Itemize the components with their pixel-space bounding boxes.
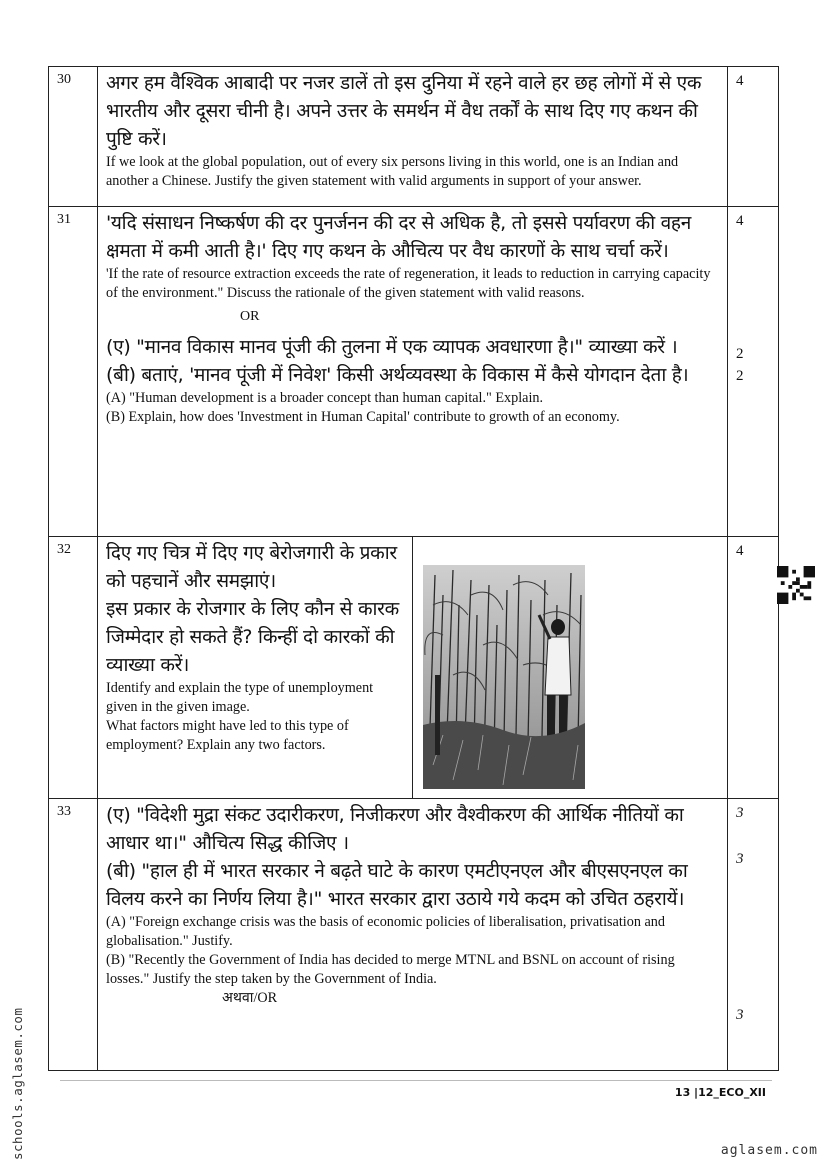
side-watermark: schools.aglasem.com <box>10 1007 25 1160</box>
marks-cell <box>728 799 779 1071</box>
question-table <box>48 66 779 1071</box>
question-row-31 <box>49 207 779 537</box>
question-hindi-1: दिए गए चित्र में दिए गए बेरोजगारी के प्रकार को पहचानें और समझाएं। <box>106 542 397 592</box>
marks-cell <box>728 67 779 207</box>
marks-cell <box>728 537 779 799</box>
question-row-33 <box>49 799 779 1071</box>
bottom-watermark: aglasem.com <box>720 1143 818 1158</box>
question-number: 32 <box>49 537 98 799</box>
question-number: 33 <box>49 799 98 1071</box>
part-a-english: (A) "Foreign exchange crisis was the basis of economic policies of liberalisation, privatisation and globalisation." Justify. <box>106 914 665 949</box>
question-english-1: Identify and explain the type of unemployment given in the given image. <box>106 680 374 715</box>
alt-a-english: (A) "Human development is a broader concept than human capital." Explain. <box>106 390 544 406</box>
part-b-hindi: (बी) "हाल ही में भारत सरकार ने बढ़ते घाटे के कारण एमटीएनएल और बीएसएनएल का विलय करने का निर्णय लिया है।" भारत सरकार द्वारा उठाये गये कदम को उचित ठहरायें। <box>106 860 688 910</box>
question-hindi-2: इस प्रकार के रोजगार के लिए कौन से कारक जिम्मेदार हो सकते हैं? किन्हीं दो कारकों की व्याख्या करें। <box>106 598 399 676</box>
question-number: 30 <box>49 67 98 207</box>
question-body <box>98 799 728 1071</box>
alt-b-marks: 2 <box>736 368 744 384</box>
marks: 4 <box>736 213 744 229</box>
marks-cell <box>728 207 779 537</box>
question-body <box>98 207 728 537</box>
question-body <box>98 537 413 799</box>
question-body <box>98 67 728 207</box>
qr-code-icon <box>776 566 816 604</box>
question-english-2: What factors might have led to this type of employment? Explain any two factors. <box>106 718 349 753</box>
question-english: 'If the rate of resource extraction exceeds the rate of regeneration, it leads to reduction in carrying capacity of the environment." Discuss the rationale of the given statement with valid reasons. <box>106 266 711 301</box>
or-label: अथवा/OR <box>222 990 278 1006</box>
page-footer: 13 |12_ECO_XII <box>674 1086 766 1099</box>
question-number: 31 <box>49 207 98 537</box>
question-hindi: अगर हम वैश्विक आबादी पर नजर डालें तो इस दुनिया में रहने वाले हर छह लोगों में से एक भारतीय और दूसरा चीनी है। अपने उत्तर के समर्थन में वैध तर्कों के साथ दिए गए कथन की पुष्टि करें। <box>106 72 702 150</box>
question-hindi: 'यदि संसाधन निष्कर्षण की दर पुनर्जनन की दर से अधिक है, तो इससे पर्यावरण की वहन क्षमता में कमी आती है।' दिए गए कथन के औचित्य पर वैध कारणों के साथ चर्चा करें। <box>106 212 691 262</box>
part-a-marks: 3 <box>736 805 744 821</box>
marks: 4 <box>736 73 744 89</box>
question-row-30 <box>49 67 779 207</box>
or-label: OR <box>240 309 260 324</box>
part-b-marks: 3 <box>736 851 744 867</box>
alt-b-english: (B) Explain, how does 'Investment in Human Capital' contribute to growth of an economy. <box>106 409 620 425</box>
footer-divider <box>60 1080 772 1081</box>
marks: 4 <box>736 543 744 559</box>
alt-a-marks: 2 <box>736 346 744 362</box>
part-b-english: (B) "Recently the Government of India has decided to merge MTNL and BSNL on account of rising losses." Justify the step taken by the Government of India. <box>106 952 675 987</box>
alt-b-hindi: (बी) बताएं, 'मानव पूंजी में निवेश' किसी अर्थव्यवस्था के विकास में कैसे योगदान देता है। <box>106 364 689 386</box>
alt-a-hindi: (ए) "मानव विकास मानव पूंजी की तुलना में एक व्यापक अवधारणा है।" व्याख्या करें । <box>106 336 678 358</box>
part-a-hindi: (ए) "विदेशी मुद्रा संकट उदारीकरण, निजीकरण और वैश्वीकरण की आर्थिक नीतियों का आधार था।" औचित्य सिद्ध कीजिए । <box>106 804 684 854</box>
question-english: If we look at the global population, out of every six persons living in this world, one is an Indian and another a Chinese. Justify the given statement with valid arguments in support of your answer. <box>106 154 679 189</box>
or-marks: 3 <box>736 1007 744 1023</box>
farm-workers-image <box>423 565 585 789</box>
image-cell <box>413 537 728 799</box>
question-row-32 <box>49 537 779 799</box>
